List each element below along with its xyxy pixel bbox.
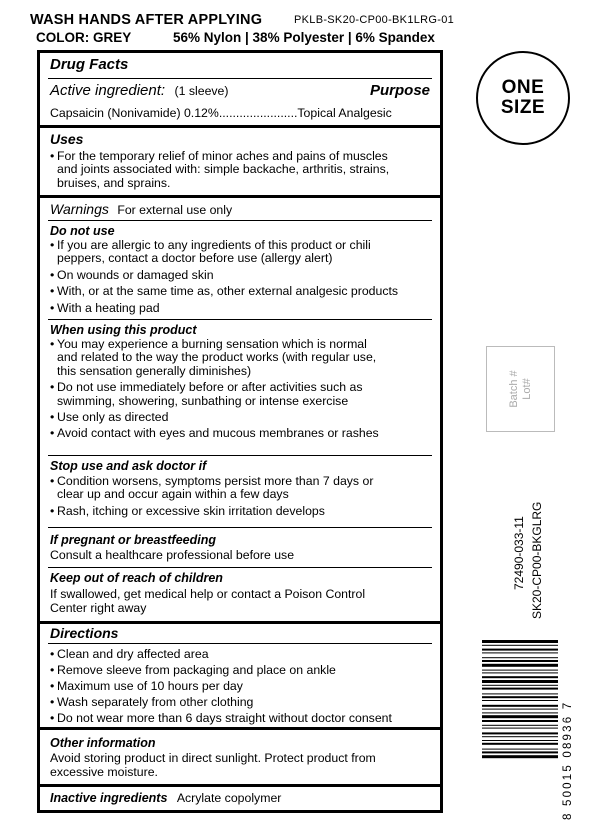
list-item: swimming, showering, sunbathing or intense exercise <box>57 393 349 408</box>
list-item: Do not use immediately before or after activities such as <box>57 380 363 395</box>
batch-label: Batch # <box>507 370 520 408</box>
list-item: Wash separately from other clothing <box>57 695 254 709</box>
list-item: On wounds or damaged skin <box>57 267 214 282</box>
purpose-heading: Purpose <box>369 82 430 99</box>
warnings-heading: Warnings <box>50 201 109 217</box>
warnings-note: For external use only <box>117 203 233 217</box>
uses-line-2: and joints associated with: simple backache, arthritis, strains, <box>57 162 390 177</box>
list-item: You may experience a burning sensation which is normal <box>57 337 367 351</box>
section-divider <box>40 621 440 624</box>
section-divider <box>40 195 440 198</box>
uses-heading: Uses <box>50 131 84 147</box>
active-qty: (1 sleeve) <box>174 84 229 98</box>
children-text <box>50 587 365 615</box>
list-item: Remove sleeve from packaging and place on ankle <box>57 663 336 677</box>
children-heading: Keep out of reach of children <box>50 571 223 585</box>
other-info-line-1: Avoid storing product in direct sunlight. Protect product from <box>50 751 376 765</box>
other-info-heading: Other information <box>50 736 156 750</box>
directions-list: • Clean and dry affected area • Remove sleeve from packaging and place on ankle • Maximum use of 10 hours per day • Wash separately from other clothing • Do not wear more than 6 days straight without doctor consent <box>50 647 392 725</box>
product-code: 72490-033-11 <box>512 516 526 590</box>
list-item: this sensation generally diminishes) <box>57 363 252 378</box>
inactive-text: Acrylate copolymer <box>176 791 282 805</box>
directions-heading: Directions <box>50 625 119 641</box>
uses-line-1: For the temporary relief of minor aches and pains of muscles <box>57 149 388 163</box>
section-divider <box>40 784 440 787</box>
color-value: GREY <box>93 30 132 45</box>
list-item: clear up and occur again within a few days <box>57 487 289 502</box>
drug-facts-title: Drug Facts <box>50 56 129 73</box>
active-ingredient-heading: Active ingredient: <box>50 82 166 99</box>
barcode-number: 8 50015 08936 7 <box>562 700 574 820</box>
color-label: COLOR: <box>36 30 93 45</box>
children-line-2: Center right away <box>50 601 147 615</box>
list-item: and related to the way the product works (with regular use, <box>57 350 377 365</box>
list-item: With a heating pad <box>57 300 160 315</box>
pregnant-text: Consult a healthcare professional before use <box>50 548 295 562</box>
list-item: Clean and dry affected area <box>57 647 209 661</box>
do-not-use-list: • If you are allergic to any ingredients of this product or chili peppers, contact a doctor before use (allergy alert) • On wounds or damaged skin • With, or at the same time as, other external analgesic products • With a heating pad <box>50 238 399 315</box>
style-code: SK20-CP00-BKGLRG <box>530 501 544 619</box>
stop-use-list: • Condition worsens, symptoms persist more than 7 days or clear up and occur again within a few days • Rash, itching or excessive skin irritation develops <box>50 474 374 518</box>
uses-text: • For the temporary relief of minor aches and pains of muscles and joints associated with: simple backache, arthritis, strains, bruises, and sprains. <box>50 149 390 190</box>
children-line-1: If swallowed, get medical help or contact a Poison Control <box>50 587 366 601</box>
divider <box>48 319 432 320</box>
list-item: Condition worsens, symptoms persist more than 7 days or <box>57 474 374 488</box>
size-line-1: ONE <box>501 77 545 98</box>
sku-code: PKLB-SK20-CP00-BK1LRG-01 <box>294 14 455 26</box>
uses-line-3: bruises, and sprains. <box>57 175 171 190</box>
list-item: Maximum use of 10 hours per day <box>57 679 243 693</box>
divider <box>48 643 432 644</box>
section-divider <box>40 727 440 730</box>
active-ingredient-line: Capsaicin (Nonivamide) 0.12%.......................Topical Analgesic <box>50 106 392 120</box>
divider <box>48 220 432 221</box>
wash-hands-notice: WASH HANDS AFTER APPLYING <box>30 12 263 28</box>
lot-label: Lot# <box>520 378 533 400</box>
other-info-line-2: excessive moisture. <box>50 765 158 779</box>
do-not-use-heading: Do not use <box>50 224 115 238</box>
list-item: Do not wear more than 6 days straight without doctor consent <box>57 711 392 725</box>
pregnant-heading: If pregnant or breastfeeding <box>50 533 216 547</box>
list-item: Rash, itching or excessive skin irritation develops <box>57 503 325 518</box>
fabric-composition: 56% Nylon | 38% Polyester | 6% Spandex <box>173 30 435 45</box>
active-ingredient-heading-row <box>50 84 229 98</box>
stop-use-heading: Stop use and ask doctor if <box>50 459 207 473</box>
divider <box>48 78 432 79</box>
warnings-heading-row <box>50 202 232 217</box>
inactive-heading: Inactive ingredients <box>50 791 168 805</box>
one-size-badge <box>476 51 570 145</box>
list-item: If you are allergic to any ingredients of this product or chili <box>57 238 371 252</box>
divider <box>48 455 432 456</box>
inactive-row <box>50 791 281 805</box>
other-info-text <box>50 751 376 779</box>
list-item: Use only as directed <box>57 410 169 425</box>
list-item: peppers, contact a doctor before use (allergy alert) <box>57 251 333 266</box>
when-using-list: • You may experience a burning sensation which is normal and related to the way the product works (with regular use, this sensation generally diminishes) • Do not use immediately before or after activities such as swimming, showering, sunbathing or intense exercise • Use only as directed • Avoid contact with eyes and mucous membranes or rashes <box>50 337 379 441</box>
batch-lot-box <box>486 346 555 432</box>
divider <box>48 567 432 568</box>
list-item: Avoid contact with eyes and mucous membranes or rashes <box>57 426 379 441</box>
section-divider <box>40 125 440 128</box>
divider <box>48 527 432 528</box>
list-item: With, or at the same time as, other external analgesic products <box>57 284 399 299</box>
when-using-heading: When using this product <box>50 323 197 337</box>
drug-facts-panel <box>37 50 443 813</box>
color-line <box>36 30 131 45</box>
size-line-2: SIZE <box>500 97 546 118</box>
